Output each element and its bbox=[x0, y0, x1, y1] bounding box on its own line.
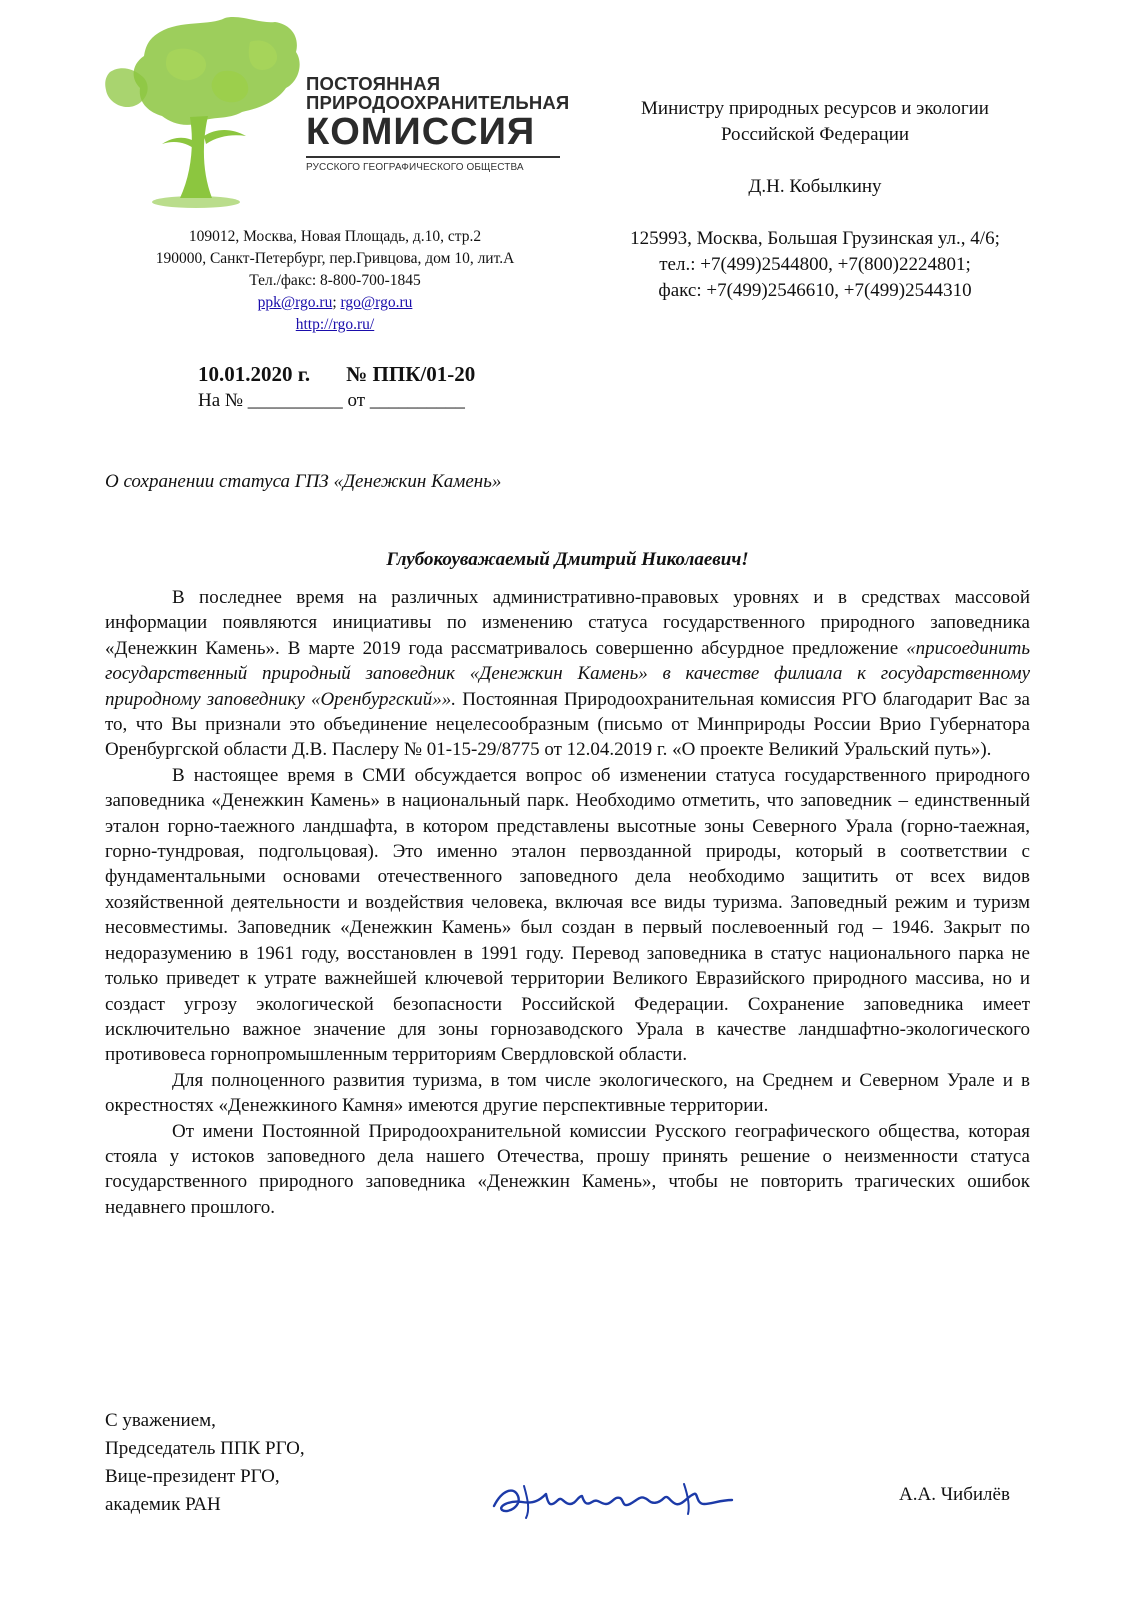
closing-block bbox=[105, 1407, 305, 1519]
email-link-rgo[interactable]: rgo@rgo.ru bbox=[340, 294, 413, 311]
paragraph-2: В настоящее время в СМИ обсуждается вопрос об изменении статуса государственного природного заповедника «Денежкин Камень» в национальный парк. Необходимо отметить, что заповедник – единственный эталон горно-таежного ландшафта, в котором представлены высотные зоны Северного Урала (горно-таежная, горно-тундровая, подгольцовая). Это именно эталон первозданной природы, который в соответствии с фундаментальными основами отечественного заповедного дела необходимо защитить от всех видов хозяйственной деятельности и воздействия человека, включая все виды туризма. Заповедный режим и туризм несовместимы. Заповедник «Денежкин Камень» был создан в первый послевоенный год – 1946. Закрыт по недоразумению в 1961 году, восстановлен в 1991 году. Перевод заповедника в статус национального парка не только приведет к утрате важнейшей ключевой территории Великого Евразийского природного массива, но и создаст угрозу экологической безопасности Российской Федерации. Сохранение заповедника имеет исключительно важное значение для зоны горнозаводского Урала в качестве ландшафтно-экологического противовеса горнопромышленным территориям Свердловской области. bbox=[105, 764, 1030, 1066]
recipient-title-line2: Российской Федерации bbox=[720, 124, 910, 145]
letter-subject: О сохранении статуса ГПЗ «Денежкин Камень» bbox=[105, 471, 502, 492]
sender-phone: Тел./факс: 8-800-700-1845 bbox=[249, 272, 421, 289]
reference-line: На № __________ от __________ bbox=[198, 390, 465, 411]
paragraph-1-start: В последнее время на различных административно-правовых уровнях и в средствах массовой информации появляются инициативы по изменению статуса государственного природного заповедника «Денежкин Камень». В марте 2019 года рассматривалось совершенно абсурдное предложение bbox=[105, 587, 1030, 659]
signer-name: А.А. Чибилёв bbox=[899, 1484, 1010, 1505]
logo-line-2: ПРИРОДООХРАНИТЕЛЬНАЯ bbox=[306, 92, 570, 113]
closing-position-2: Вице-президент РГО, bbox=[105, 1466, 280, 1487]
logo-line-4: РУССКОГО ГЕОГРАФИЧЕСКОГО ОБЩЕСТВА bbox=[306, 162, 524, 173]
logo-line-1: ПОСТОЯННАЯ bbox=[306, 73, 441, 94]
sender-emails bbox=[100, 292, 570, 314]
closing-position-3: академик РАН bbox=[105, 1494, 221, 1515]
letter-date-number bbox=[198, 362, 475, 387]
recipient-address: 125993, Москва, Большая Грузинская ул., 4/6; bbox=[630, 228, 1000, 249]
email-separator: ; bbox=[332, 294, 341, 311]
closing-regards: С уважением, bbox=[105, 1410, 216, 1431]
sender-address-spb: 190000, Санкт-Петербург, пер.Гривцова, дом 10, лит.А bbox=[155, 250, 515, 267]
commission-logo-tree-map bbox=[100, 12, 310, 212]
salutation: Глубокоуважаемый Дмитрий Николаевич! bbox=[386, 549, 749, 570]
website-link[interactable]: http://rgo.ru/ bbox=[295, 316, 375, 333]
recipient-title-line1: Министру природных ресурсов и экологии bbox=[641, 98, 989, 119]
recipient-fax: факс: +7(499)2546610, +7(499)2544310 bbox=[658, 280, 972, 301]
paragraph-1-quote: «присоединить государственный природный заповедник «Денежкин Камень» в качестве филиала к государственному природному заповеднику «Оренбургский»». bbox=[105, 637, 1030, 710]
letter-date: 10.01.2020 г. bbox=[198, 362, 311, 386]
handwritten-signature bbox=[488, 1470, 738, 1526]
paragraph-4: От имени Постоянной Природоохранительной комиссии Русского географического общества, которая стояла у истоков заповедного дела нашего Отечества, прошу принять решение о неизменности статуса государственного природного заповедника «Денежкин Камень», чтобы не повторить трагических ошибок недавнего прошлого. bbox=[105, 1120, 1030, 1218]
logo-line-3: КОМИССИЯ bbox=[306, 111, 536, 153]
closing-position-1: Председатель ППК РГО, bbox=[105, 1438, 305, 1459]
recipient-name: Д.Н. Кобылкину bbox=[748, 176, 882, 197]
recipient-phones: тел.: +7(499)2544800, +7(800)2224801; bbox=[659, 254, 971, 275]
paragraph-3: Для полноценного развития туризма, в том числе экологического, на Среднем и Северном Урале и в окрестностях «Денежкиного Камня» имеются другие перспективные территории. bbox=[105, 1069, 1030, 1117]
logo-divider bbox=[306, 156, 560, 158]
recipient-block bbox=[590, 96, 1040, 304]
letter-number: № ППК/01-20 bbox=[346, 362, 476, 386]
sender-address-moscow: 109012, Москва, Новая Площадь, д.10, стр.2 bbox=[188, 228, 482, 245]
letter-body bbox=[105, 585, 1030, 1220]
logo-wordmark bbox=[306, 74, 576, 175]
paragraph-1-end: Постоянная Природоохранительная комиссия РГО благодарит Вас за то, что Вы признали это объединение нецелесообразным (письмо от Минприроды России Врио Губернатора Оренбургской области Д.В. Паслеру № 01-15-29/8775 от 12.04.2019 г. «О проекте Великий Уральский путь»). bbox=[105, 688, 1030, 761]
sender-contacts bbox=[100, 226, 570, 336]
email-link-ppk[interactable]: ppk@rgo.ru bbox=[257, 294, 333, 311]
paragraph-1 bbox=[105, 585, 1030, 763]
